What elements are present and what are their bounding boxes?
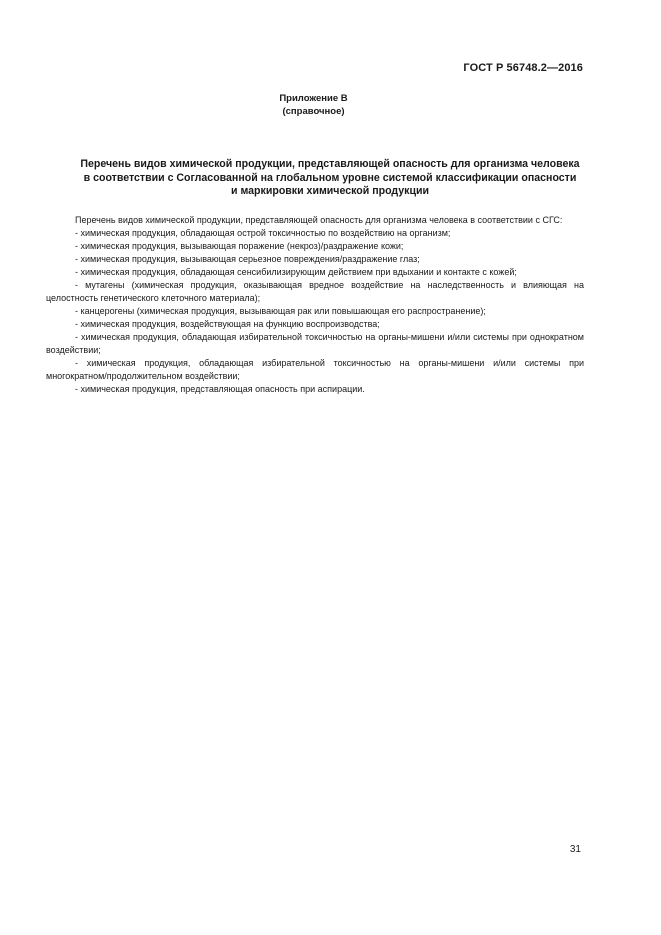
title-line: и маркировки химической продукции bbox=[231, 185, 429, 197]
document-code: ГОСТ Р 56748.2—2016 bbox=[463, 62, 583, 74]
list-item: - химическая продукция, воздействующая на функцию воспроизводства; bbox=[75, 319, 380, 329]
list-item: - мутагены (химическая продукция, оказывающая вредное воздействие на наследственность и влияющая на целостность генетического клеточного материала); bbox=[46, 280, 584, 303]
appendix-heading bbox=[0, 92, 661, 118]
list-item: - химическая продукция, обладающая острой токсичностью по воздействию на организм; bbox=[75, 228, 451, 238]
list-item: - канцерогены (химическая продукция, вызывающая рак или повышающая его распространение); bbox=[75, 306, 486, 316]
list-item: - химическая продукция, вызывающая поражение (некроз)/раздражение кожи; bbox=[75, 241, 404, 251]
page-number: 31 bbox=[569, 844, 581, 855]
intro-paragraph: Перечень видов химической продукции, представляющей опасность для организма человека в соответствии с СГС: bbox=[75, 215, 563, 225]
body-text bbox=[46, 214, 584, 396]
appendix-type: (справочное) bbox=[282, 106, 345, 117]
list-item: - химическая продукция, обладающая избирательной токсичностью на органы-мишени и/или системы при однократном воздействии; bbox=[46, 332, 584, 355]
title-line: Перечень видов химической продукции, представляющей опасность для организма человека bbox=[80, 158, 580, 170]
list-item: - химическая продукция, вызывающая серьезное повреждения/раздражение глаз; bbox=[75, 254, 420, 264]
list-item: - химическая продукция, обладающая сенсибилизирующим действием при вдыхании и контакте с кожей; bbox=[75, 267, 517, 277]
list-item: - химическая продукция, обладающая избирательной токсичностью на органы-мишени и/или системы при многократном/продолжительном воздействии; bbox=[46, 358, 584, 381]
section-title bbox=[40, 158, 620, 199]
appendix-label: Приложение В bbox=[279, 93, 348, 104]
title-line: в соответствии с Согласованной на глобальном уровне системой классификации опасности bbox=[83, 171, 577, 184]
list-item: - химическая продукция, представляющая опасность при аспирации. bbox=[75, 384, 365, 394]
